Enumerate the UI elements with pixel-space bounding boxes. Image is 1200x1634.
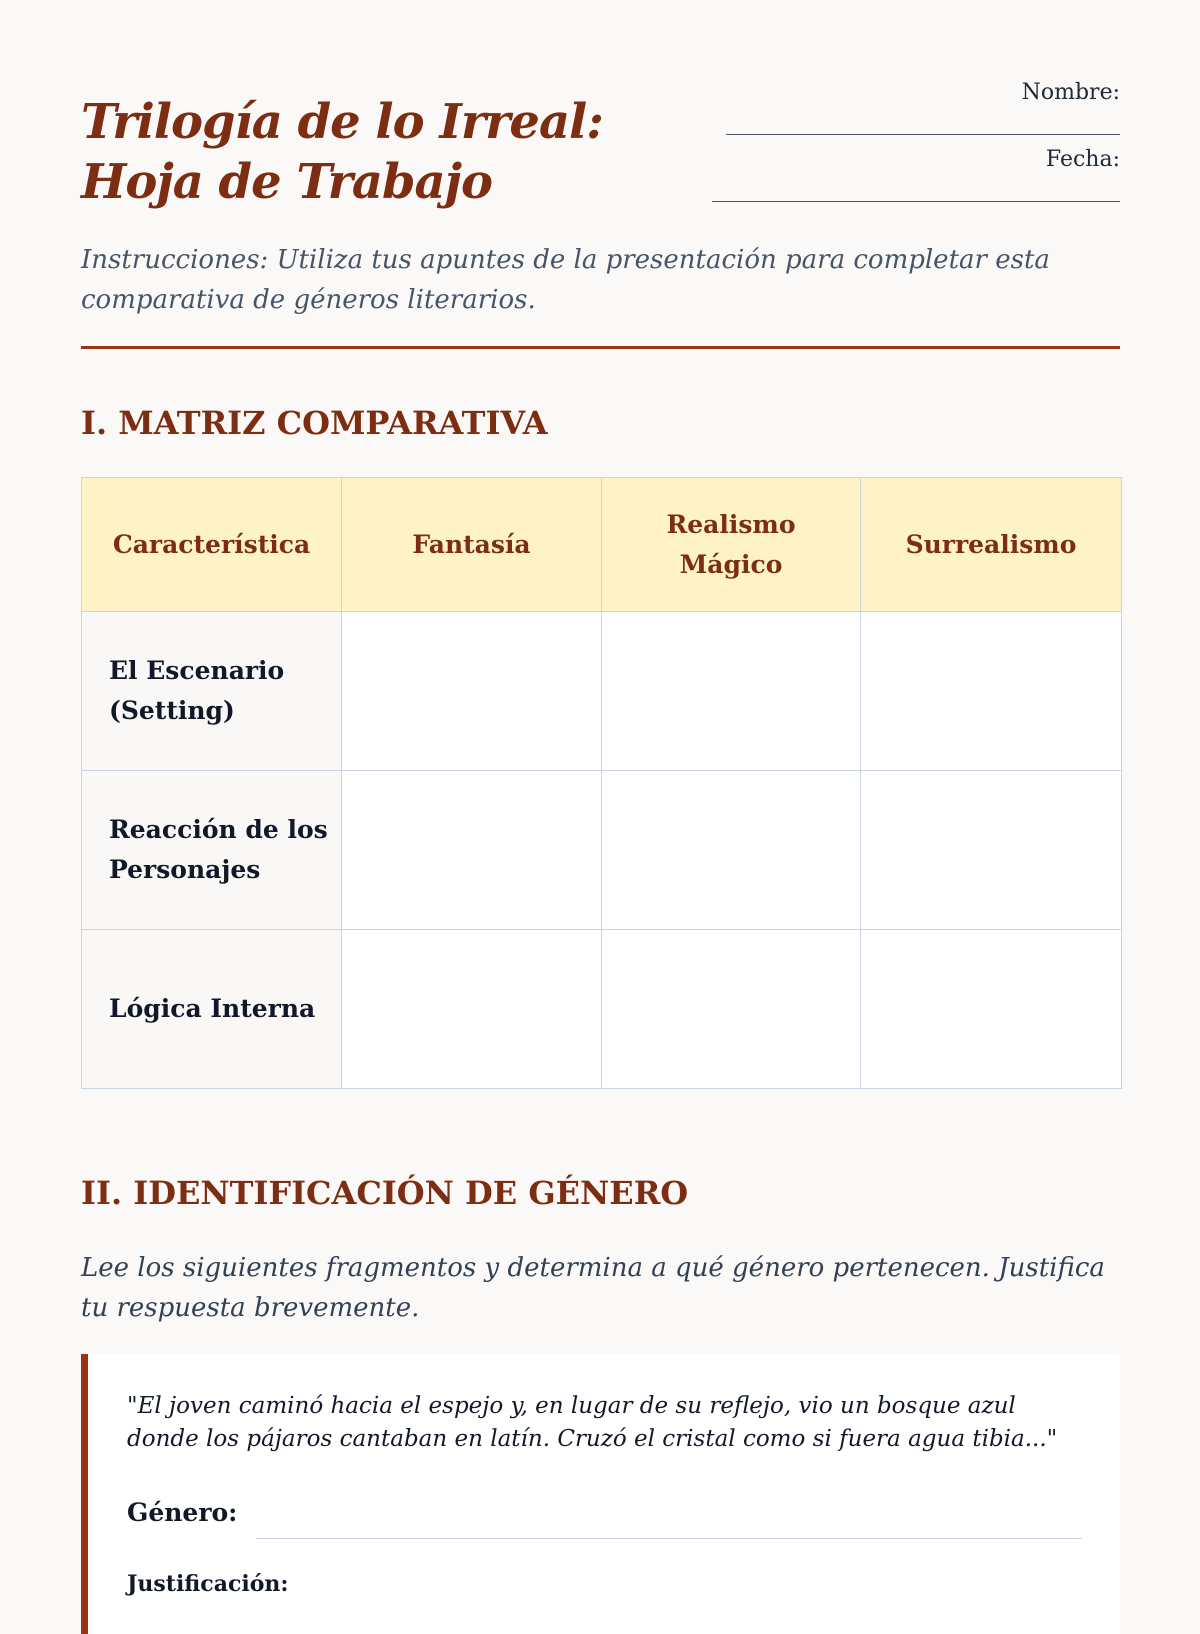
table-row [82, 612, 1122, 771]
section-2-instructions: Lee los siguientes fragmentos y determina a qué género pertenecen. Justifica tu respuesta brevemente. [81, 1253, 1105, 1323]
genre-label: Género: [127, 1498, 238, 1527]
table-row [82, 771, 1122, 930]
answer-cell-logic-fantasy[interactable] [342, 930, 602, 1089]
answer-cell-setting-fantasy[interactable] [342, 612, 602, 771]
worksheet-page [81, 0, 1120, 1600]
section-2-title: II. IDENTIFICACIÓN DE GÉNERO [81, 1174, 689, 1212]
name-label: Nombre: [1021, 80, 1120, 105]
column-header-magical-realism [602, 478, 861, 612]
column-header-surrealism: Surrealismo [861, 478, 1122, 612]
answer-cell-reaction-surrealism[interactable] [861, 771, 1122, 930]
table-row [82, 930, 1122, 1089]
answer-cell-setting-surrealism[interactable] [861, 612, 1122, 771]
name-row [700, 80, 1120, 147]
fragment-quote: "El joven caminó hacia el espejo y, en lugar de su reflejo, vio un bosque azul donde los pájaros cantaban en latín. Cruzó el cristal como si fuera agua tibia..." [127, 1393, 1058, 1452]
justification-label: Justificación: [127, 1571, 289, 1597]
row-label-internal-logic: Lógica Interna [82, 930, 342, 1089]
answer-cell-reaction-fantasy[interactable] [342, 771, 602, 930]
page-title: Trilogía de lo Irreal: Hoja de Trabajo [81, 94, 604, 210]
student-info [700, 80, 1120, 214]
name-field[interactable] [726, 134, 1120, 135]
matrix-header-row [82, 478, 1122, 612]
answer-cell-reaction-magical-realism[interactable] [602, 771, 861, 930]
row-label-setting: El Escenario (Setting) [82, 612, 342, 771]
genre-answer-field[interactable] [256, 1538, 1082, 1539]
column-header-characteristic: Característica [82, 478, 342, 612]
answer-cell-logic-surrealism[interactable] [861, 930, 1122, 1089]
answer-cell-setting-magical-realism[interactable] [602, 612, 861, 771]
column-header-fantasy: Fantasía [342, 478, 602, 612]
date-label: Fecha: [1045, 147, 1120, 172]
date-row [700, 147, 1120, 214]
answer-cell-logic-magical-realism[interactable] [602, 930, 861, 1089]
fragment-card [81, 1354, 1120, 1634]
section-1-title: I. MATRIZ COMPARATIVA [81, 404, 548, 442]
row-label-character-reaction: Reacción de los Personajes [82, 771, 342, 930]
instructions-text: Instrucciones: Utiliza tus apuntes de la presentación para completar esta comparativa de géneros literarios. [81, 245, 1050, 315]
comparison-matrix [81, 477, 1122, 1089]
header-divider [81, 346, 1120, 349]
column-header-magical-realism-label: Realismo Mágico [666, 509, 796, 579]
date-field[interactable] [712, 201, 1120, 202]
